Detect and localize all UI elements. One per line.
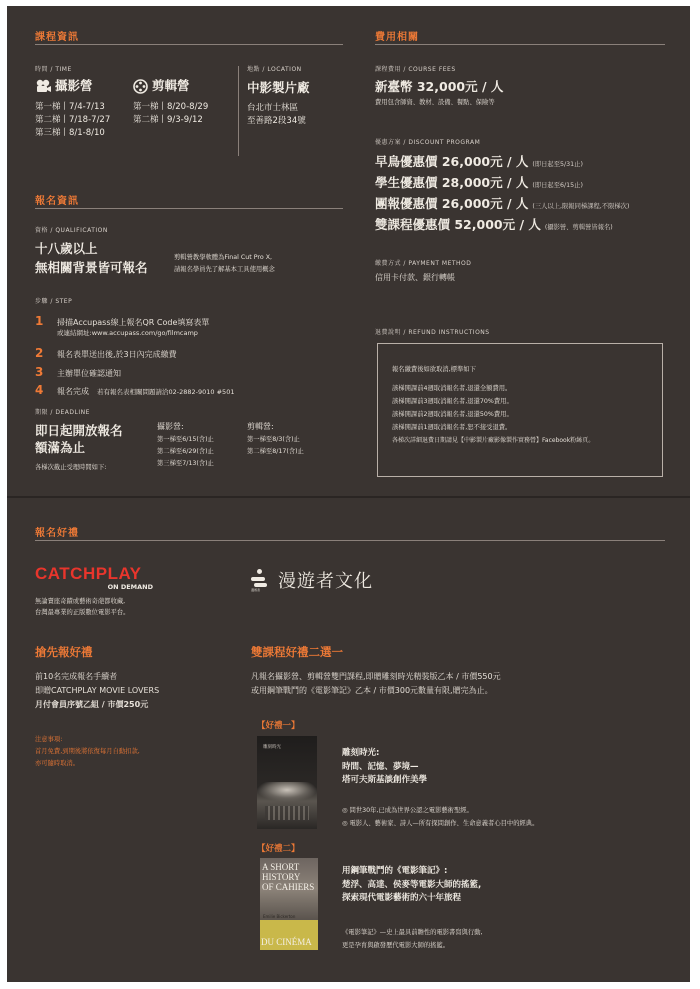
refund-box <box>377 343 663 477</box>
notice-line-2: 亦可隨時取消。 <box>35 760 80 767</box>
gift-2-cover-title <box>262 862 314 892</box>
fees-section-rule <box>375 44 665 45</box>
refund-line-3: 該梯開課前2週取消報名者,退還50%費用。 <box>392 411 513 418</box>
photo-deadlines <box>157 420 214 470</box>
course-section-title: 課程資訊 <box>35 32 79 43</box>
discount-student-label: 學生優惠價 28,000元 / 人 <box>375 175 529 190</box>
gift-2-cover-line-1: A SHORT <box>262 862 300 872</box>
step-4-number: 4 <box>35 383 44 397</box>
gift-1-tag: 【好禮一】 <box>257 721 300 731</box>
publisher-mark-text: 漫遊者 <box>251 588 261 592</box>
brochure-page <box>7 6 690 982</box>
deadline-note: 各梯次截止受理時間如下: <box>35 464 107 471</box>
time-caption: 時間 / TIME <box>35 66 72 73</box>
payment-text: 信用卡付款、銀行轉帳 <box>375 273 455 282</box>
step-3 <box>35 361 121 380</box>
notice-line-1: 首月免費,到期後將依復每月自動扣款, <box>35 748 140 755</box>
step-2-text: 報名表單送出後,於3日內完成繳費 <box>57 350 177 359</box>
gift-2-cover-line-2: HISTORY <box>262 872 301 882</box>
gift-2-tag: 【好禮二】 <box>257 844 300 854</box>
step-2-number: 2 <box>35 346 44 360</box>
step-1-number: 1 <box>35 314 44 328</box>
step-1-url: 或連結網址:www.accupass.com/go/filmcamp <box>57 329 198 337</box>
location-address-2: 至善路2段34號 <box>247 116 306 126</box>
course-section-rule <box>35 44 343 45</box>
discount-group-label: 團報優惠價 26,000元 / 人 <box>375 196 529 211</box>
gift-2-cover-line-3: OF CAHIERS <box>262 882 315 892</box>
discount-group <box>375 195 629 216</box>
gift-2-desc-2: 更是孕育與啟發歷代電影大師的搖籃。 <box>342 942 450 949</box>
double-gift-line-2: 或用鋼筆戰鬥的《電影筆記》乙本 / 市價300元數量有限,贈完為止。 <box>251 686 493 695</box>
step-3-text: 主辦單位確認通知 <box>57 369 121 378</box>
photo-session-3: 第三梯丨8/1-8/10 <box>35 128 105 138</box>
qualification-line-2: 無相關背景皆可報名 <box>35 260 148 275</box>
photo-deadline-label: 攝影營: <box>157 422 184 431</box>
signup-section-title: 報名資訊 <box>35 196 79 207</box>
step-2 <box>35 342 177 361</box>
discount-student-note: (即日起至6/15止) <box>532 182 583 189</box>
photo-deadline-1: 第一梯至6/15(含)止 <box>157 436 214 443</box>
qualification-note-2: 請報名學員先了解基本工具使用概念 <box>174 266 275 273</box>
gift-1-cover-title: 雕刻時光 <box>263 745 281 750</box>
course-fee-caption: 課程費用 / COURSE FEES <box>375 66 456 73</box>
gift-2-cover-line-4: DU CINÉMA <box>261 937 312 947</box>
gift-2-book-cover <box>260 858 318 950</box>
catchplay-logo-sub: ON DEMAND <box>107 583 153 591</box>
photo-deadline-2: 第二梯至6/29(含)止 <box>157 448 214 455</box>
early-gift-line-3: 月付會員序號乙組 / 市價250元 <box>35 700 149 709</box>
edit-session-1: 第一梯丨8/20-8/29 <box>133 102 209 112</box>
early-gift-title: 搶先報好禮 <box>35 645 93 659</box>
qualification-note-1: 剪輯營教學軟體為Final Cut Pro X, <box>174 254 273 261</box>
step-4-text: 報名完成 <box>57 387 89 396</box>
edit-deadline-1: 第一梯至8/3(含)止 <box>247 436 300 443</box>
early-gift-line-2: 即贈CATCHPLAY MOVIE LOVERS <box>35 686 160 695</box>
step-1-text: 掃描Accupass線上報名QR Code填寫表單 <box>57 318 210 327</box>
step-caption: 步驟 / STEP <box>35 298 73 305</box>
gift-2-title-1: 用鋼筆戰鬥的《電影筆記》: <box>342 866 448 876</box>
gift-1-title <box>342 747 427 788</box>
fees-section-title: 費用相關 <box>375 32 419 43</box>
qualification-caption: 資格 / QUALIFICATION <box>35 227 108 234</box>
discount-double <box>375 216 629 237</box>
gift-1-title-2: 時間、記憶、夢境— <box>342 761 419 772</box>
gifts-section-rule <box>35 540 665 541</box>
discount-double-label: 雙課程優惠價 52,000元 / 人 <box>375 217 541 232</box>
discount-early-note: (即日起至5/31止) <box>532 161 583 168</box>
qualification-line-1: 十八歲以上 <box>35 241 98 256</box>
edit-deadline-2: 第二梯至8/17(含)止 <box>247 448 304 455</box>
location-address-1: 台北市士林區 <box>247 103 299 113</box>
publisher-mark-icon <box>251 569 268 591</box>
publisher-name: 漫遊者文化 <box>278 571 373 592</box>
edit-camp-title: 剪輯營 <box>152 78 190 93</box>
gift-1-title-1: 雕刻時光: <box>342 748 380 758</box>
gift-1-desc-1: ◎ 問世30年,已成為世界公認之電影藝術聖經。 <box>342 807 473 814</box>
discount-early <box>375 153 629 174</box>
step-4 <box>35 379 234 398</box>
photo-camp-title: 攝影營 <box>55 78 93 93</box>
refund-line-2: 該梯開課前3週取消報名者,退還70%費用。 <box>392 398 513 405</box>
gift-1-desc-2: ◎ 電影人、藝術家、詩人—所有探問創作、生命意義者心目中的經典。 <box>342 820 539 827</box>
edit-session-2: 第二梯丨9/3-9/12 <box>133 115 203 125</box>
payment-caption: 繳費方式 / PAYMENT METHOD <box>375 260 472 267</box>
photo-deadline-3: 第三梯至7/13(含)止 <box>157 460 214 467</box>
edit-camp-block <box>133 78 208 127</box>
photo-session-2: 第二梯丨7/18-7/27 <box>35 115 111 125</box>
discount-student <box>375 174 629 195</box>
gift-2-desc-1: 《電影筆記》—史上最具前瞻性的電影書寫與行動, <box>342 929 483 936</box>
photo-session-1: 第一梯丨7/4-7/13 <box>35 102 105 112</box>
page-fold <box>7 496 690 498</box>
edit-deadlines <box>247 420 304 458</box>
catchplay-desc-2: 台灣最專業的正版數位電影平台。 <box>35 609 130 616</box>
camera-icon <box>35 79 51 93</box>
gift-2-title-3: 探索現代電影藝術的六十年旅程 <box>342 893 462 903</box>
step-4-contact: 若有報名表相關問題請洽02-2882-9010 #501 <box>97 388 235 396</box>
discount-early-label: 早鳥優惠價 26,000元 / 人 <box>375 154 529 169</box>
location-divider <box>238 66 239 156</box>
signup-section-rule <box>35 208 343 209</box>
gift-2-cover-author: Emilie Bickerton <box>263 914 296 919</box>
edit-deadline-label: 剪輯營: <box>247 422 274 431</box>
step-1 <box>35 310 209 338</box>
step-3-number: 3 <box>35 365 44 379</box>
discount-caption: 優惠方案 / DISCOUNT PROGRAM <box>375 139 481 146</box>
gift-2-title <box>342 865 481 906</box>
photo-camp-block <box>35 78 110 140</box>
catchplay-desc-1: 無論賣座奇蹟或藝術奇葩都收藏, <box>35 598 126 605</box>
location-name: 中影製片廠 <box>247 80 310 95</box>
deadline-line-1: 即日起開放報名 <box>35 423 123 438</box>
discount-group-note: (三人以上,限報同梯課程,不限梯次) <box>532 203 630 210</box>
discount-list <box>375 153 629 237</box>
deadline-line-2: 額滿為止 <box>35 440 86 455</box>
double-gift-title: 雙課程好禮二選一 <box>251 645 343 659</box>
refund-line-5: 各梯次詳細退費日期請見【中影製片廠影像製作實務營】Facebook粉絲頁。 <box>392 437 595 444</box>
catchplay-logo-text: CATCHPLAY <box>35 564 142 583</box>
photo-camp-heading <box>35 78 110 94</box>
refund-intro: 報名繳費後如欲取消,標準如下 <box>392 366 476 373</box>
catchplay-logo <box>35 565 175 592</box>
course-fee-price: 新臺幣 32,000元 / 人 <box>375 79 504 94</box>
early-gift-line-1: 前10名完成報名手續者 <box>35 672 118 681</box>
gift-1-book-cover <box>257 736 317 829</box>
double-gift-line-1: 凡報名攝影營、剪輯營雙門課程,即贈雕刻時光精裝版乙本 / 市價550元 <box>251 672 501 681</box>
notice-title: 注意事項: <box>35 736 63 743</box>
refund-line-1: 該梯開課前4週取消報名者,退還全額費用。 <box>392 385 512 392</box>
gift-2-title-2: 楚浮、高達、侯麥等電影大師的搖籃, <box>342 879 482 890</box>
discount-double-note: (攝影營、剪輯營皆報名) <box>544 224 613 231</box>
publisher-logo <box>251 567 373 593</box>
film-reel-icon <box>133 79 148 94</box>
refund-line-4: 該梯開課前1週取消報名者,恕不接受退費。 <box>392 424 512 431</box>
gift-1-title-3: 塔可夫斯基談創作美學 <box>342 775 428 785</box>
gifts-section-title: 報名好禮 <box>35 528 79 539</box>
course-fee-note: 費用包含師資、教材、設備、餐點、保險等 <box>375 99 495 106</box>
refund-caption: 退費說明 / REFUND INSTRUCTIONS <box>375 329 490 336</box>
edit-camp-heading <box>133 78 208 94</box>
location-caption: 地點 / LOCATION <box>247 66 302 73</box>
deadline-caption: 期限 / DEADLINE <box>35 409 90 416</box>
